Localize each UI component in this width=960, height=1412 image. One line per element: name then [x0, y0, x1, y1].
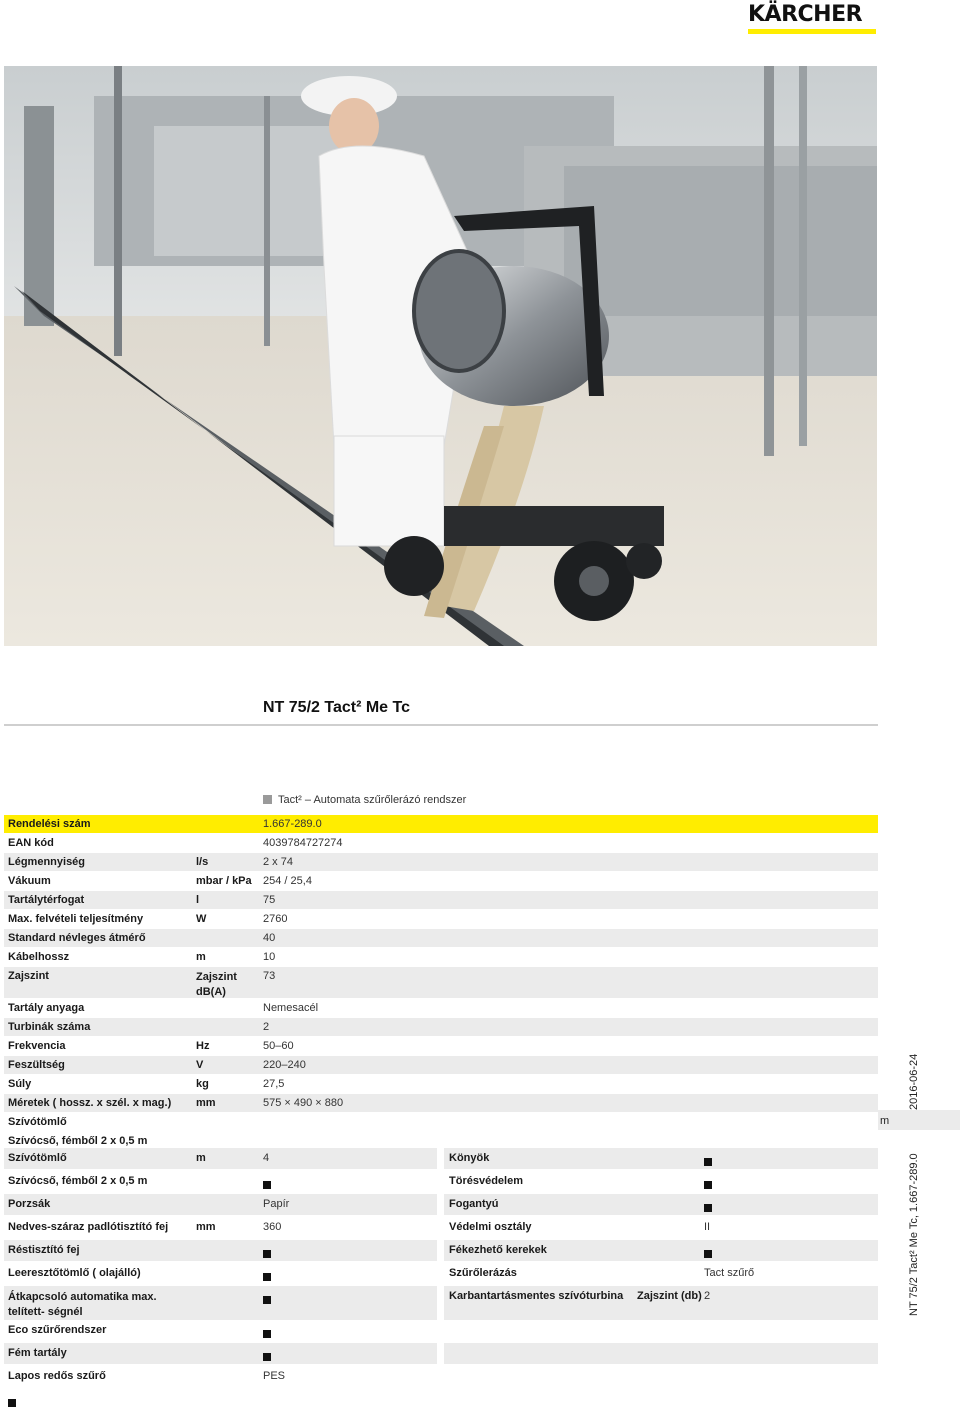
included-marker-icon — [263, 1181, 271, 1189]
spec-label: Standard névleges átmérő — [8, 932, 146, 944]
accessory-row — [444, 1263, 878, 1284]
accessory-value: Papír — [263, 1198, 290, 1210]
spec-label: Szívócső, fémből 2 x 0,5 m — [8, 1135, 148, 1147]
accessory-value: Tact szűrő — [704, 1267, 755, 1279]
included-marker-icon — [263, 1353, 271, 1361]
included-marker-icon — [704, 1250, 712, 1258]
logo-text: KÄRCHER — [748, 2, 863, 27]
spec-label: Rendelési szám — [8, 818, 91, 830]
spec-unit: m — [196, 951, 206, 963]
spec-unit: W — [196, 913, 207, 925]
accessory-row — [4, 1320, 437, 1341]
spec-value: 2760 — [263, 913, 288, 925]
accessory-label: Szívótömlő — [8, 1152, 67, 1164]
included-marker-icon — [8, 1394, 16, 1412]
sidebar-product-code: NT 75/2 Tact² Me Tc, 1.667-289.0 — [908, 1153, 920, 1316]
spec-unit: l — [196, 894, 200, 906]
accessory-unit: Zajszint (db) — [637, 1290, 702, 1302]
accessory-value: 4 — [263, 1152, 270, 1164]
spec-value: 40 — [263, 932, 276, 944]
accessory-label: Karbantartásmentes szívóturbina — [449, 1290, 624, 1302]
product-photo — [4, 66, 877, 646]
spec-label: Turbinák száma — [8, 1021, 91, 1033]
spec-value: 75 — [263, 894, 276, 906]
spec-row — [4, 1018, 878, 1036]
accessory-row — [444, 1217, 878, 1238]
feature-note — [263, 794, 466, 806]
spec-label: Kábelhossz — [8, 951, 70, 963]
included-marker-icon — [704, 1158, 712, 1166]
accessory-row — [444, 1148, 878, 1169]
logo-yellow-bar — [748, 29, 876, 34]
accessory-label: Szívócső, fémből 2 x 0,5 m — [8, 1175, 148, 1187]
accessory-unit: m — [196, 1152, 206, 1164]
accessory-value: 2 — [704, 1290, 711, 1302]
spec-label: Légmennyiség — [8, 856, 86, 868]
accessory-row — [444, 1343, 878, 1364]
spec-row — [4, 967, 878, 998]
accessory-row — [4, 1343, 437, 1364]
accessory-label: Átkapcsoló automatika max. telített- ségnél — [8, 1291, 157, 1318]
spec-value: 73 — [263, 970, 276, 982]
included-marker-icon — [704, 1204, 712, 1212]
spec-value: 2 — [263, 1021, 270, 1033]
spec-label: Szívótömlő — [8, 1116, 67, 1128]
included-marker-icon — [263, 1273, 271, 1281]
spec-row — [4, 1056, 878, 1074]
accessory-row — [444, 1171, 878, 1192]
accessory-value: PES — [263, 1370, 286, 1382]
spec-unit: Hz — [196, 1040, 210, 1052]
accessory-row — [444, 1286, 878, 1320]
spec-label: Tartály anyaga — [8, 1002, 85, 1014]
spec-unit: kg — [196, 1078, 209, 1090]
karcher-logo — [748, 2, 876, 34]
spec-unit: l/s — [196, 856, 209, 868]
accessory-row — [444, 1240, 878, 1261]
accessory-label: Leeresztőtömlő ( olajálló) — [8, 1267, 141, 1279]
accessory-label: Fém tartály — [8, 1347, 67, 1359]
spec-row — [4, 891, 878, 909]
spec-unit: mbar / kPa — [196, 875, 252, 887]
spec-label: Feszültség — [8, 1059, 65, 1071]
accessory-label: Réstisztító fej — [8, 1244, 80, 1256]
spec-row — [4, 853, 878, 871]
spec-value: 27,5 — [263, 1078, 285, 1090]
accessory-row — [4, 1148, 437, 1169]
accessory-value: II — [704, 1221, 711, 1233]
spec-unit: V — [196, 1059, 204, 1071]
accessory-label: Porzsák — [8, 1198, 51, 1210]
sidebar-gray-bar — [878, 1110, 960, 1130]
accessory-row — [4, 1366, 437, 1387]
accessory-label: Törésvédelem — [449, 1175, 523, 1187]
spec-row — [4, 929, 878, 947]
accessory-label: Eco szűrőrendszer — [8, 1324, 107, 1336]
spec-value: Nemesacél — [263, 1002, 319, 1014]
spec-unit: Zajszint dB(A) — [196, 971, 237, 998]
included-marker-icon — [263, 1250, 271, 1258]
spec-label: Méretek ( hossz. x szél. x mag.) — [8, 1097, 172, 1109]
spec-row — [4, 815, 878, 833]
spec-value: 10 — [263, 951, 276, 963]
spec-label: Frekvencia — [8, 1040, 66, 1052]
accessory-label: Fogantyú — [449, 1198, 499, 1210]
sidebar-date: 2016-06-24 — [908, 1053, 920, 1110]
spec-label: Vákuum — [8, 875, 51, 887]
accessory-row — [4, 1240, 437, 1261]
spec-row — [4, 872, 878, 890]
accessory-label: Fékezhető kerekek — [449, 1244, 547, 1256]
spec-value: 220–240 — [263, 1059, 306, 1071]
feature-text: Tact² – Automata szűrőlerázó rendszer — [278, 794, 467, 806]
sidebar-unit: m — [880, 1115, 890, 1127]
accessory-label: Nedves-száraz padlótisztító fej — [8, 1221, 169, 1233]
accessory-row — [444, 1194, 878, 1215]
spec-label: Súly — [8, 1078, 32, 1090]
accessory-row — [444, 1320, 878, 1341]
spec-row — [4, 948, 878, 966]
spec-label: Zajszint — [8, 970, 49, 982]
accessory-row — [4, 1194, 437, 1215]
accessory-label: Könyök — [449, 1152, 490, 1164]
spec-row — [4, 1094, 878, 1112]
accessory-unit: mm — [196, 1221, 216, 1233]
accessory-value: 360 — [263, 1221, 282, 1233]
spec-value: 254 / 25,4 — [263, 875, 312, 887]
spec-row — [4, 834, 878, 852]
accessory-row — [4, 1171, 437, 1192]
spec-value: 4039784727274 — [263, 837, 343, 849]
accessory-label: Szűrőlerázás — [449, 1267, 517, 1279]
included-marker-icon — [263, 1296, 271, 1304]
included-marker-icon — [263, 1330, 271, 1338]
accessory-label: Lapos redős szűrő — [8, 1370, 106, 1382]
spec-value: 50–60 — [263, 1040, 294, 1052]
spec-value: 575 × 490 × 880 — [263, 1097, 344, 1109]
spec-row — [4, 999, 878, 1017]
accessory-label: Védelmi osztály — [449, 1221, 532, 1233]
spec-label: Tartálytérfogat — [8, 894, 85, 906]
spec-label: Max. felvételi teljesítmény — [8, 913, 144, 925]
title-divider — [4, 724, 878, 726]
gray-square-icon — [263, 795, 272, 804]
spec-row — [4, 1037, 878, 1055]
spec-row — [4, 1113, 878, 1131]
included-marker-icon — [704, 1181, 712, 1189]
accessory-row — [4, 1217, 437, 1238]
spec-unit: mm — [196, 1097, 216, 1109]
spec-value: 2 x 74 — [263, 856, 293, 868]
accessory-row — [4, 1286, 437, 1320]
spec-label: EAN kód — [8, 837, 54, 849]
accessory-row — [4, 1263, 437, 1284]
spec-row — [4, 1075, 878, 1093]
spec-row — [4, 910, 878, 928]
product-title: NT 75/2 Tact² Me Tc — [263, 699, 410, 716]
spec-value: 1.667-289.0 — [263, 818, 322, 830]
